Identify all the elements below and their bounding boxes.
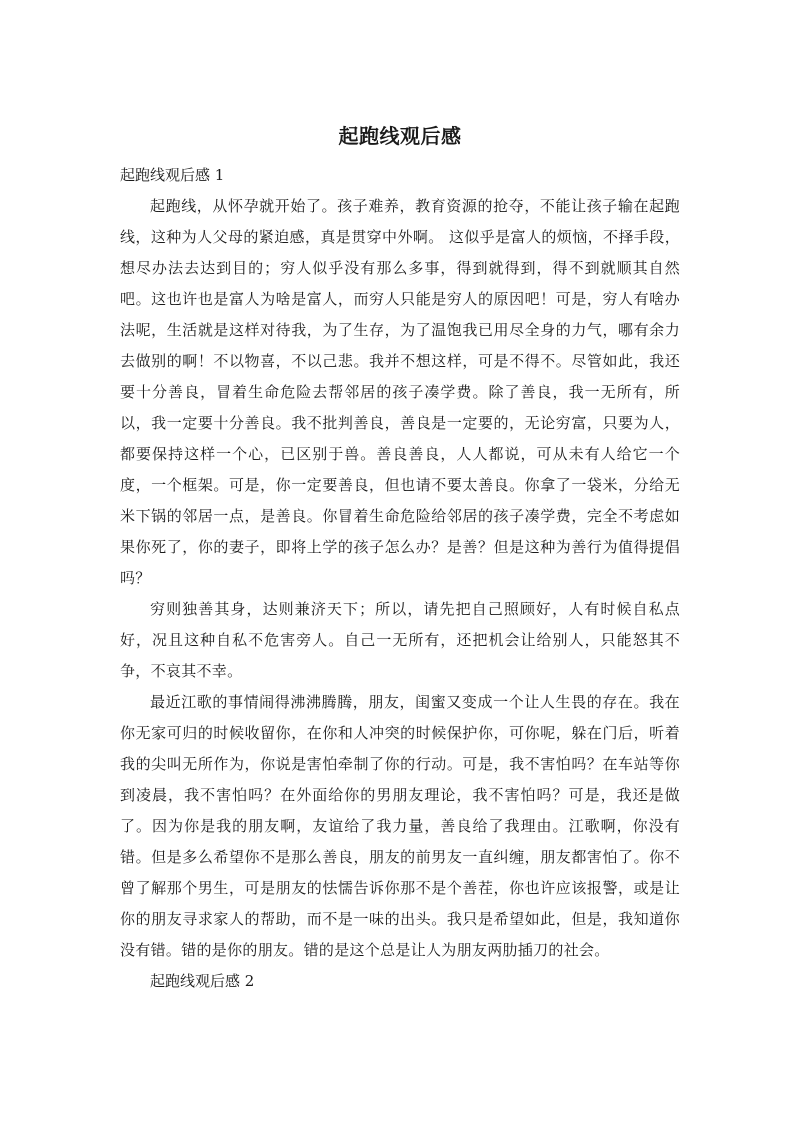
paragraph-1: 起跑线，从怀孕就开始了。孩子难养，教育资源的抢夺，不能让孩子输在起跑线，这种为人父母的紧迫感，真是贯穿中外啊。 这似乎是富人的烦恼，不择手段，想尽办法去达到目的；穷人似乎没有那么多事，得到就得到，得不到就顺其自然吧。这也许也是富人为啥是富人，而穷人只能是穷人的原因吧！可是，穷人有啥办法呢，生活就是这样对待我，为了生存，为了温饱我已用尽全身的力气，哪有余力去做别的啊！不以物喜，不以己悲。我并不想这样，可是不得不。尽管如此，我还要十分善良，冒着生命危险去帮邻居的孩子凑学费。除了善良，我一无所有，所以，我一定要十分善良。我不批判善良，善良是一定要的，无论穷富，只要为人，都要保持这样一个心，已区别于兽。善良善良，人人都说，可从未有人给它一个度，一个框架。可是，你一定要善良，但也请不要太善良。你拿了一袋米，分给无米下锅的邻居一点，是善良。你冒着生命危险给邻居的孩子凑学费，完全不考虑如果你死了，你的妻子，即将上学的孩子怎么办？是善？但是这种为善行为值得提倡吗？ [120, 197, 680, 587]
section-label-2: 起跑线观后感 2 [150, 972, 255, 990]
section-label-1: 起跑线观后感 1 [120, 166, 225, 184]
document-title: 起跑线观后感 [338, 124, 462, 148]
paragraph-3: 最近江歌的事情闹得沸沸腾腾，朋友，闺蜜又变成一个让人生畏的存在。我在你无家可归的时候收留你，在你和人冲突的时候保护你，可你呢，躲在门后，听着我的尖叫无所作为，你说是害怕牵制了你的行动。可是，我不害怕吗？在车站等你到凌晨，我不害怕吗？在外面给你的男朋友理论，我不害怕吗？可是，我还是做了。因为你是我的朋友啊，友谊给了我力量，善良给了我理由。江歌啊，你没有错。但是多么希望你不是那么善良，朋友的前男友一直纠缠，朋友都害怕了。你不曾了解那个男生，可是朋友的怯懦告诉你那不是个善茬，你也许应该报警，或是让你的朋友寻求家人的帮助，而不是一味的出头。我只是希望如此，但是，我知道你没有错。错的是你的朋友。错的是这个总是让人为朋友两肋插刀的社会。 [120, 693, 680, 959]
paragraph-2: 穷则独善其身，达则兼济天下；所以，请先把自己照顾好，人有时候自私点好，况且这种自私不危害旁人。自己一无所有，还把机会让给别人，只能怒其不争，不哀其不幸。 [120, 600, 680, 680]
document-body [120, 160, 680, 997]
